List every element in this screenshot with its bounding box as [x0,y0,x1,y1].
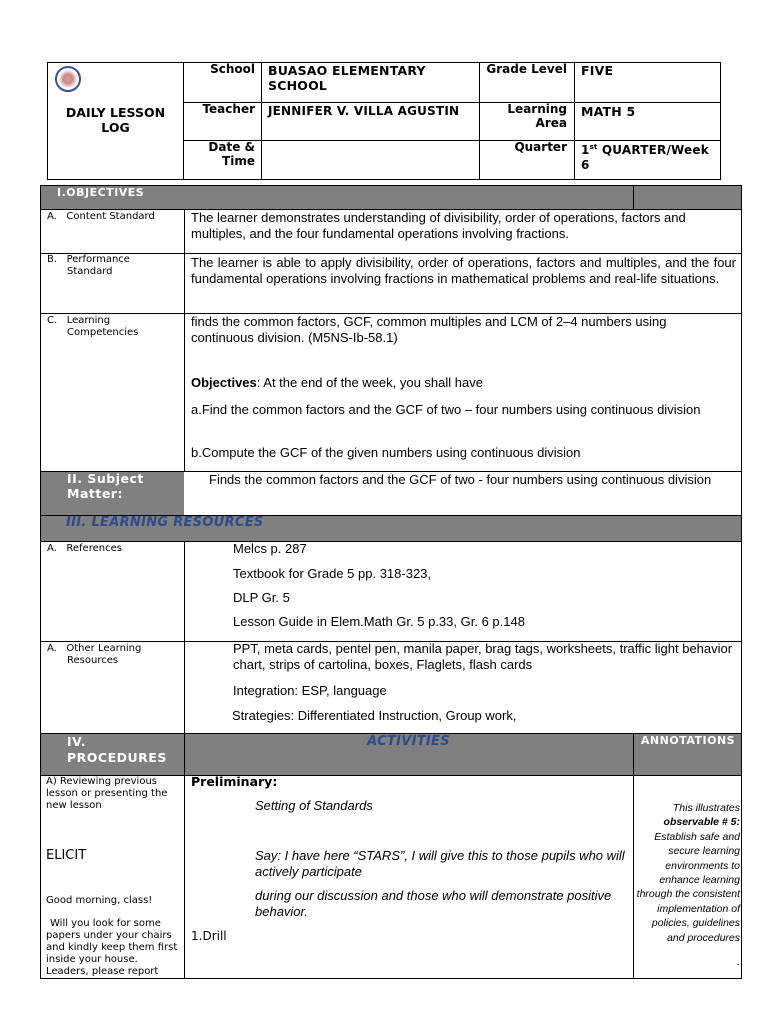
school-label: School [210,62,255,76]
objectives-title: I.OBJECTIVES [57,186,145,199]
say-text-2: during our discussion and those who will demonstrate positive behavior. [255,888,612,919]
quarter-label: Quarter [514,140,567,154]
reference-3: DLP Gr. 5 [233,590,290,605]
learning-competencies-text: finds the common factors, GCF, common multiples and LCM of 2–4 numbers using continuous division. (M5NS-Ib-58.1) [191,314,667,345]
elicit-label: ELICIT [46,848,87,863]
annotations-title: ANNOTATIONS [640,734,736,747]
activities-title: ACTIVITIES [367,734,450,749]
other-materials-text: PPT, meta cards, pentel pen, manila paper, brag tags, worksheets, traffic light behavior chart, strips of cartolina, boxes, Flaglets, flash cards [233,641,733,672]
step-a-label: A) Reviewing previous lesson or presenting the new lesson [46,776,168,811]
date-time-label: Date & Time [208,140,255,168]
grade-level-value: FIVE [581,63,614,78]
performance-standard-label: B. Performance Standard [47,254,130,277]
learning-competencies-label: C. Learning Competencies [47,315,139,338]
school-value: BUASAO ELEMENTARY SCHOOL [268,63,426,93]
learning-resources-title: III. LEARNING RESOURCES [66,515,264,530]
references-label: A. References [47,543,122,554]
school-seal-icon [55,66,81,92]
objectives-header-band [40,185,742,209]
teacher-value: JENNIFER V. VILLA AGUSTIN [268,104,460,118]
daily-lesson-log-title: DAILY LESSON LOG [65,105,166,135]
learning-area-value: MATH 5 [581,104,636,119]
instruction-text: Will you look for some papers under your chairs and kindly keep them first inside your house. Leaders, please report [46,918,178,977]
procedures-title: IV. PROCEDURES [67,734,167,765]
objective-b: b.Compute the GCF of the given numbers using continuous division [191,445,581,460]
preliminary-label: Preliminary: [191,774,278,789]
subject-matter-text: Finds the common factors and the GCF of two - four numbers using continuous division [209,472,712,487]
annotation-text: This illustrates observable # 5: Establish safe and secure learning environments to enhance learning through the consistent implementation of policies, guidelines and procedures . [636,802,740,969]
content-standard-label: A. Content Standard [47,211,155,222]
date-time-value[interactable] [268,142,473,176]
strategies-text: Strategies: Differentiated Instruction, Group work, [232,708,517,723]
reference-1: Melcs p. 287 [233,541,307,556]
performance-standard-text: The learner is able to apply divisibility, order of operations, factors and multiples, and the four fundamental operations involving fractions in mathematical problems and real-life situations. [191,255,736,286]
teacher-label: Teacher [202,102,255,116]
quarter-value: 1st QUARTER/Week 6 [581,143,709,172]
greeting-text: Good morning, class! [46,895,153,906]
say-text-1: Say: I have here “STARS”, I will give this to those pupils who will actively participate [255,848,625,879]
reference-4: Lesson Guide in Elem.Math Gr. 5 p.33, Gr. 6 p.148 [233,614,525,629]
other-resources-label: A. Other Learning Resources [47,643,142,666]
objective-a: a.Find the common factors and the GCF of two – four numbers using continuous division [191,402,701,417]
reference-2: Textbook for Grade 5 pp. 318-323, [233,566,432,581]
integration-text: Integration: ESP, language [233,683,387,698]
learning-area-label: Learning Area [507,102,567,130]
subject-matter-title: II. Subject Matter: [67,471,144,501]
grade-level-label: Grade Level [486,62,567,76]
setting-of-standards: Setting of Standards [255,798,373,813]
content-standard-text: The learner demonstrates understanding of divisibility, order of operations, factors and multiples, and the four fundamental operations involving fractions. [191,210,686,241]
objectives-intro: Objectives: At the end of the week, you shall have [191,375,483,390]
drill-label: 1.Drill [191,929,227,943]
